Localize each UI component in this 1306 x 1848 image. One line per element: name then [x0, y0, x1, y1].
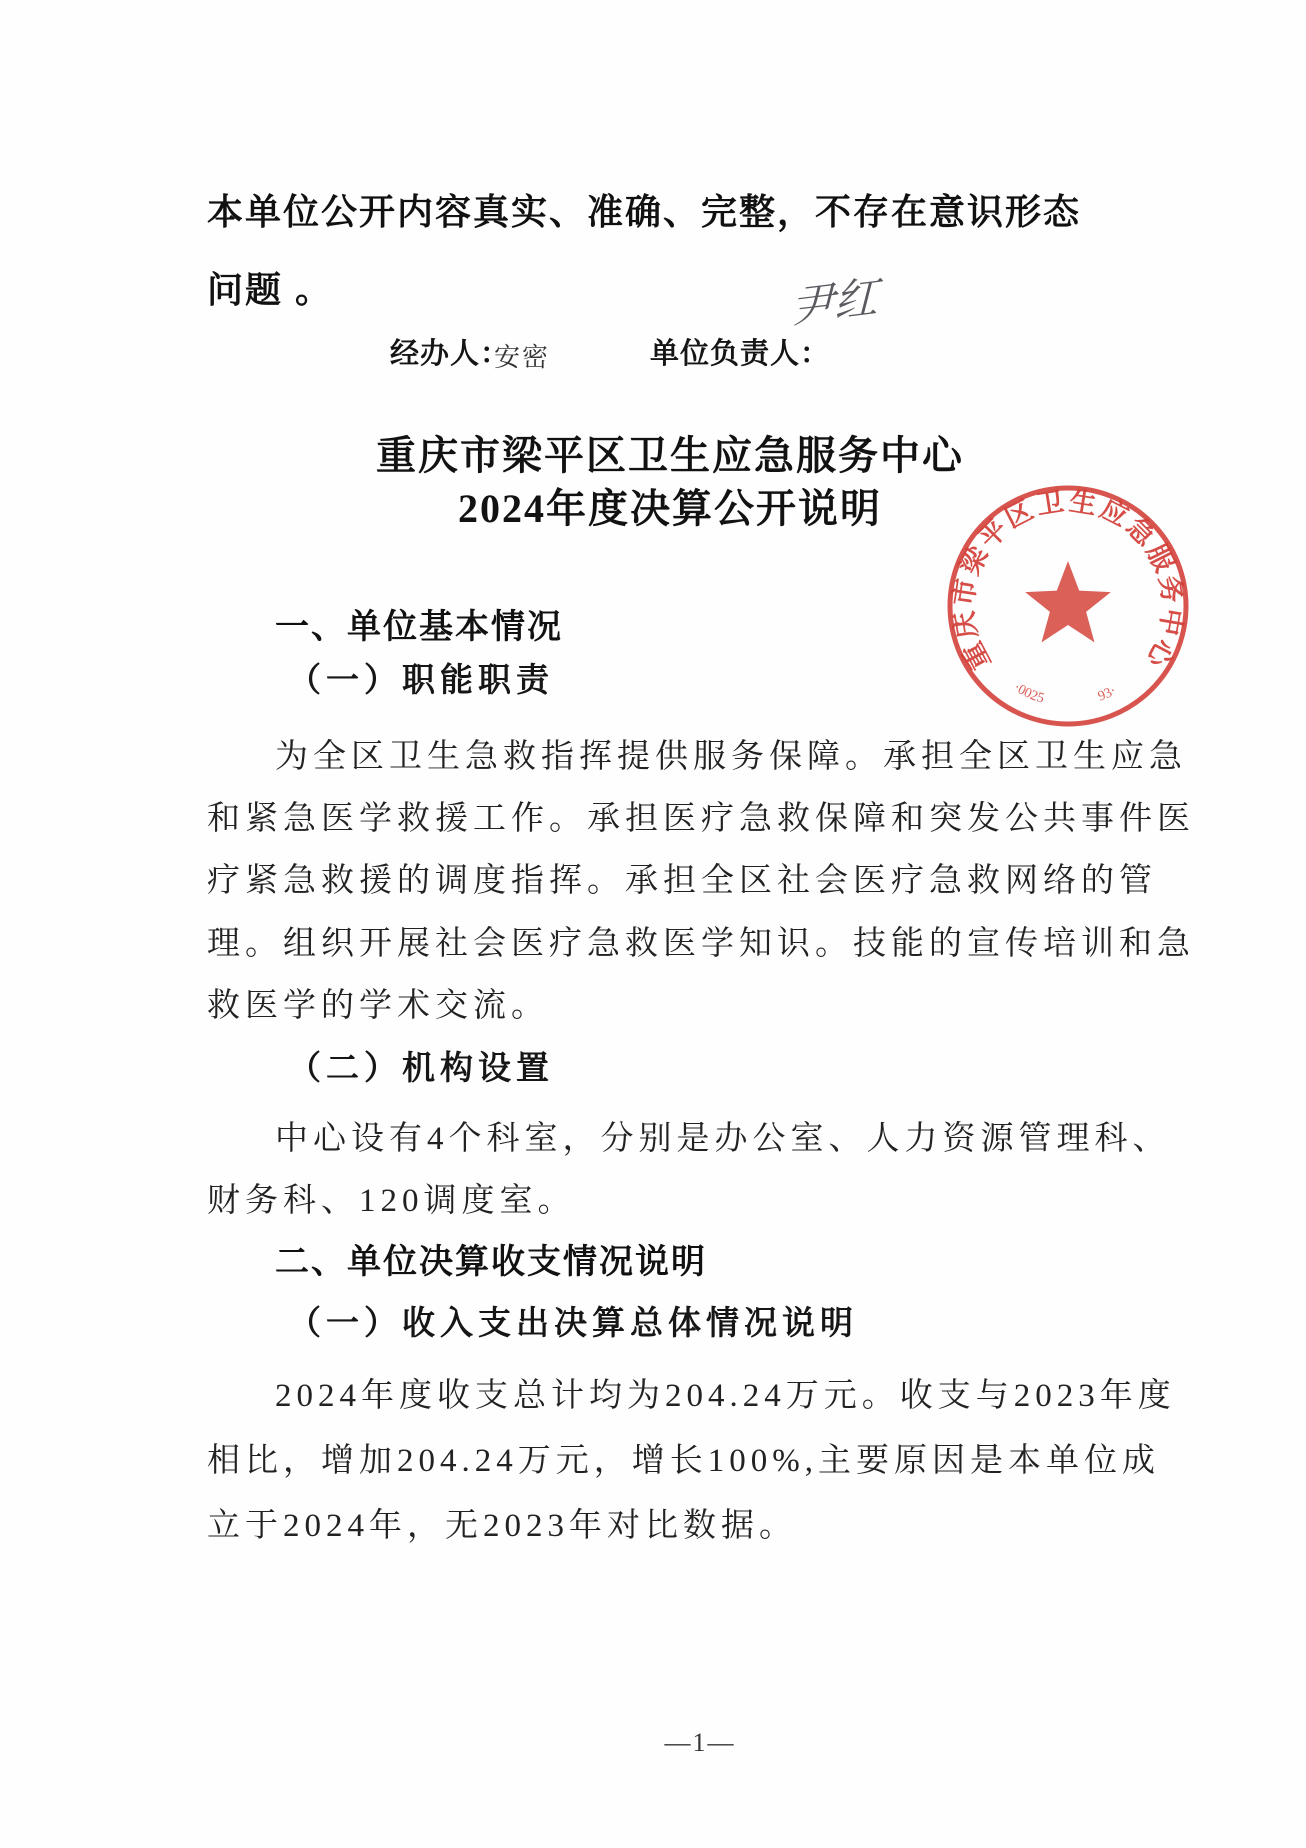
svg-text:93·: [1096, 683, 1119, 704]
seal-star-icon: [1025, 561, 1111, 642]
p1-line: 救医学的学术交流。: [207, 988, 549, 1024]
subheading-org-structure: （二）机构设置: [288, 1051, 554, 1087]
p1-line: 为全区卫生急救指挥提供服务保障。承担全区卫生应急: [275, 739, 1187, 775]
seal-serial-left: ·0025: [1010, 680, 1046, 707]
p3-line: 2024年度收支总计均为204.24万元。收支与2023年度: [275, 1378, 1176, 1414]
p1-line: 疗紧急救援的调度指挥。承担全区社会医疗急救网络的管: [207, 863, 1157, 899]
handler-label: 经办人：: [390, 338, 511, 370]
heading-basic-info: 一、单位基本情况: [275, 608, 563, 646]
p3-line: 相比，增加204.24万元，增长100%,主要原因是本单位成: [207, 1443, 1160, 1479]
statement-line-1: 本单位公开内容真实、准确、完整，不存在意识形态: [207, 191, 1082, 232]
p1-line: 理。组织开展社会医疗急救医学知识。技能的宣传培训和急: [207, 926, 1195, 962]
p1-line: 和紧急医学救援工作。承担医疗急救保障和突发公共事件医: [207, 801, 1195, 837]
svg-text:·0025: [1011, 680, 1046, 706]
p3-line: 立于2024年，无2023年对比数据。: [207, 1508, 797, 1544]
seal-serial-right: 93·: [1096, 683, 1119, 705]
statement-line-2: 问题 。: [207, 269, 334, 310]
subheading-income-expense: （一）收入支出决算总体情况说明: [288, 1306, 858, 1342]
page-number: —1—: [664, 1728, 736, 1757]
p2-line: 财务科、120调度室。: [207, 1183, 576, 1219]
subheading-duties: （一）职能职责: [288, 663, 554, 699]
p2-line: 中心设有4个科室，分别是办公室、人力资源管理科、: [275, 1121, 1171, 1157]
head-signature: 尹红: [790, 272, 879, 333]
doc-title-line-2: 2024年度决算公开说明: [458, 486, 882, 531]
doc-title-line-1: 重庆市梁平区卫生应急服务中心: [376, 433, 964, 478]
seal-ring-text: 重庆市梁平区卫生应急服务中心: [948, 486, 1188, 675]
handler-name: 安密: [494, 343, 551, 372]
heading-budget-overview: 二、单位决算收支情况说明: [275, 1243, 707, 1281]
head-label: 单位负责人：: [650, 338, 831, 370]
